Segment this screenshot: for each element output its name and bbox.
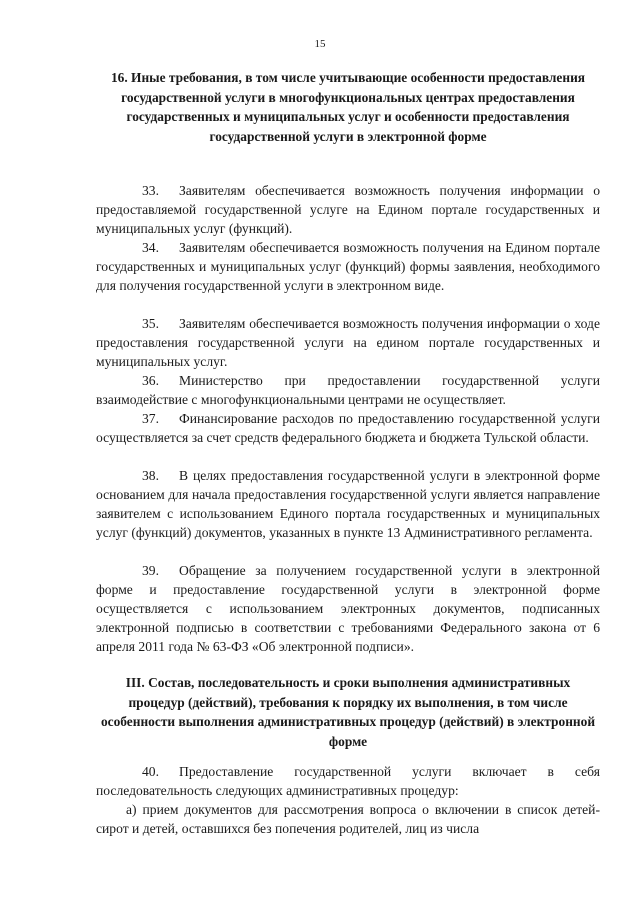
paragraph-text: Заявителям обеспечивается возможность получения информации о предоставляемой государственной услуге на Едином портале государственных и муниципальных услуг (функций). bbox=[96, 183, 600, 236]
paragraph-text: Финансирование расходов по предоставлению государственной услуги осуществляется за счет средств федерального бюджета и бюджета Тульской области. bbox=[96, 411, 600, 445]
paragraph-39 bbox=[96, 561, 600, 656]
paragraph-number: 35. bbox=[142, 316, 159, 331]
page-number: 15 bbox=[314, 38, 326, 50]
paragraph-number: 40. bbox=[142, 764, 159, 779]
paragraph-number: 36. bbox=[142, 373, 159, 388]
paragraph-text: Обращение за получением государственной услуги в электронной форме и предоставление государственной услуги в электронной форме осуществляется с использованием электронных документов, подписанных электронной подписью в соответствии с требованиями Федерального закона от 6 апреля 2011 года № 63-ФЗ «Об электронной подписи». bbox=[96, 563, 600, 654]
section-16-heading: 16. Иные требования, в том числе учитывающие особенности предоставления государственной услуги в многофункциональных центрах предоставления государственных и муниципальных услуг и особенности предоставления государственной услуги в электронной форме bbox=[110, 70, 586, 144]
paragraph-number: 38. bbox=[142, 468, 159, 483]
paragraph-40 bbox=[96, 762, 600, 800]
paragraph-35 bbox=[96, 314, 600, 371]
paragraph-number: 37. bbox=[142, 411, 159, 426]
list-item-a: а) прием документов для рассмотрения вопроса о включении в список детей-сирот и детей, оставшихся без попечения родителей, лиц из числа bbox=[96, 802, 600, 836]
paragraph-text: В целях предоставления государственной услуги в электронной форме основанием для начала предоставления государственной услуги является направление заявителем с использованием Единого портала государственных и муниципальных услуг (функций) документов, указанных в пункте 13 Административного регламента. bbox=[96, 468, 600, 540]
paragraph-text: Заявителям обеспечивается возможность получения на Едином портале государственных и муниципальных услуг (функций) формы заявления, необходимого для получения государственной услуги в электронном виде. bbox=[96, 240, 600, 293]
paragraph-38 bbox=[96, 466, 600, 542]
paragraph-text: Предоставление государственной услуги включает в себя последовательность следующих административных процедур: bbox=[96, 764, 600, 798]
paragraph-36 bbox=[96, 371, 600, 409]
paragraph-37 bbox=[96, 409, 600, 447]
paragraph-number: 33. bbox=[142, 183, 159, 198]
paragraph-number: 34. bbox=[142, 240, 159, 255]
paragraph-text: Министерство при предоставлении государственной услуги взаимодействие с многофункциональными центрами не осуществляет. bbox=[96, 373, 600, 407]
paragraph-text: Заявителям обеспечивается возможность получения информации о ходе предоставления государственной услуги на едином портале государственных и муниципальных услуг. bbox=[96, 316, 600, 369]
paragraph-number: 39. bbox=[142, 563, 159, 578]
section-3-heading: III. Состав, последовательность и сроки выполнения административных процедур (действий), требования к порядку их выполнения, в том числе особенности выполнения административных процедур (действий) в электронной форме bbox=[100, 675, 596, 749]
paragraph-33 bbox=[96, 181, 600, 238]
paragraph-34 bbox=[96, 238, 600, 295]
